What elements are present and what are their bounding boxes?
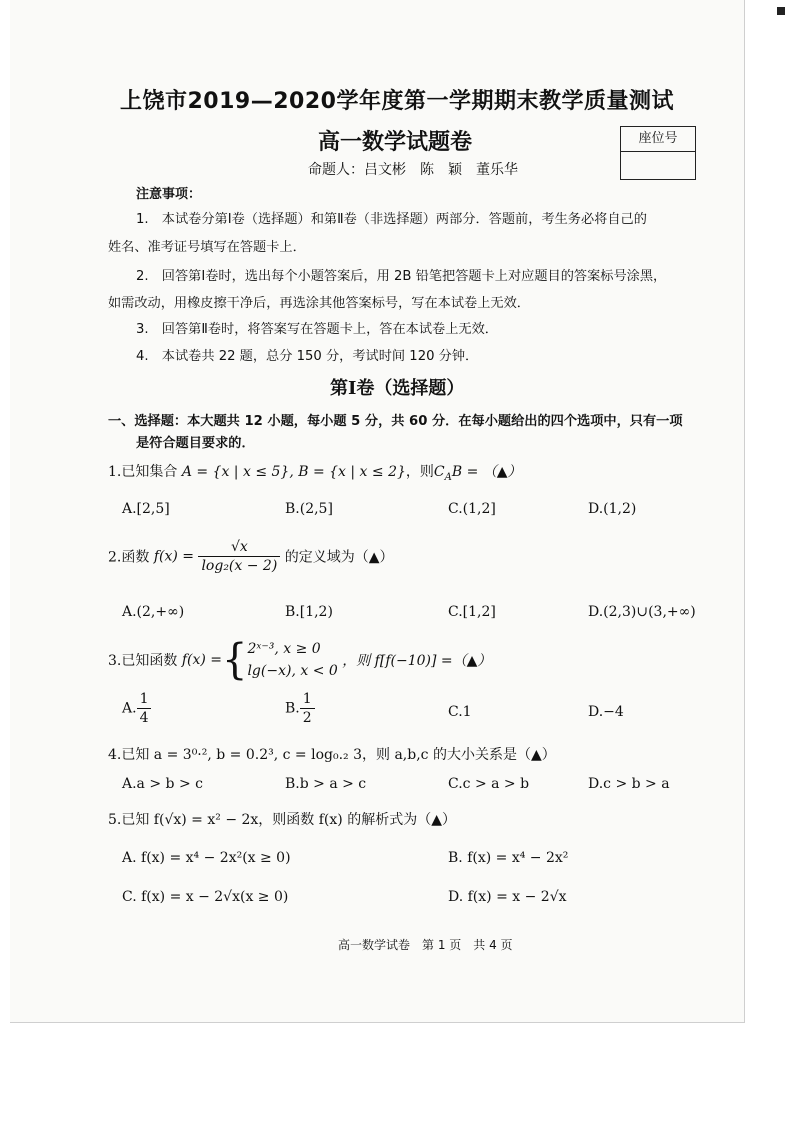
q3-option-b-den: 2 xyxy=(302,710,312,726)
q3-option-d: D.−4 xyxy=(588,704,624,720)
question-3-stem xyxy=(108,635,492,685)
q2-denominator: log₂(x − 2) xyxy=(201,558,278,574)
q3-case-2: lg(−x), x < 0 xyxy=(247,663,338,679)
q2-lhs: f(x) = xyxy=(153,548,194,565)
q2-numerator: √x xyxy=(198,538,280,557)
q3-option-b-fraction xyxy=(300,690,315,727)
exam-title: 上饶市2019—2020学年度第一学期期末教学质量测试 xyxy=(120,89,674,114)
q3-option-b-label: B. xyxy=(285,700,300,717)
q5-option-a: A. f(x) = x⁴ − 2x²(x ≥ 0) xyxy=(122,850,291,866)
notes-heading: 注意事项： xyxy=(136,187,202,202)
q4-option-b: B.b > a > c xyxy=(285,776,367,792)
q3-option-b-num: 1 xyxy=(300,690,315,709)
q3-brace: { xyxy=(222,635,248,685)
q3-option-a-label: A. xyxy=(122,700,137,717)
q2-prefix: 2.函数 xyxy=(108,549,150,566)
q3-option-a-den: 4 xyxy=(139,710,149,726)
q1-math: A = {x | x ≤ 5}, B = {x | x ≤ 2} xyxy=(181,464,406,480)
q2-option-d: D.(2,3)∪(3,+∞) xyxy=(588,604,696,620)
q5-option-c: C. f(x) = x − 2√x(x ≥ 0) xyxy=(122,889,289,905)
q2-option-b: B.[1,2) xyxy=(285,604,333,620)
q3-lhs: f(x) = xyxy=(181,652,222,668)
q1-complement: C xyxy=(433,464,445,480)
note-line: 3. 回答第Ⅱ卷时，将答案写在答题卡上，答在本试卷上无效． xyxy=(136,322,498,337)
q3-option-a-fraction xyxy=(137,690,152,727)
q4-option-d: D.c > b > a xyxy=(588,776,670,792)
question-2-stem xyxy=(108,538,394,575)
q1-complement-sub: A xyxy=(444,471,452,483)
q4-option-a: A.a > b > c xyxy=(122,776,203,792)
exam-authors: 命题人：吕文彬 陈 颖 董乐华 xyxy=(308,162,518,178)
note-line: 姓名、准考证号填写在答题卡上． xyxy=(108,240,306,255)
q5-option-d: D. f(x) = x − 2√x xyxy=(448,889,567,905)
q1-mid: ，则 xyxy=(405,464,434,480)
note-line: 1. 本试卷分第Ⅰ卷（选择题）和第Ⅱ卷（非选择题）两部分．答题前，考生务必将自己的 xyxy=(136,212,647,227)
note-line: 2. 回答第Ⅰ卷时，选出每个小题答案后，用 2B 铅笔把答题卡上对应题目的答案标号涂黑， xyxy=(136,269,667,284)
q3-option-c: C.1 xyxy=(448,704,472,720)
q1-prefix: 1.已知集合 xyxy=(108,464,178,480)
q1-option-d: D.(1,2) xyxy=(588,501,637,517)
question-1-stem xyxy=(108,461,522,483)
section-title: 第Ⅰ卷（选择题） xyxy=(330,378,465,399)
q1-math-end: B = （▲） xyxy=(451,464,522,480)
q2-option-c: C.[1,2] xyxy=(448,604,496,620)
page-footer: 高一数学试卷 第 1 页 共 4 页 xyxy=(338,938,513,952)
q2-suffix: 的定义域为（▲） xyxy=(284,549,394,566)
scan-corner-mark xyxy=(777,7,785,15)
q3-case-1: 2ˣ⁻³, x ≥ 0 xyxy=(247,641,321,657)
q2-fraction xyxy=(198,538,280,575)
q3-option-a-num: 1 xyxy=(137,690,152,709)
show-through-decoration xyxy=(220,130,231,146)
q2-option-a: A.(2,+∞) xyxy=(122,604,185,620)
seat-number-box xyxy=(620,126,696,180)
question-4-stem: 4.已知 a = 3⁰·², b = 0.2³, c = log₀.₂ 3，则 a,b,c 的大小关系是（▲） xyxy=(108,747,556,763)
q1-option-c: C.(1,2] xyxy=(448,501,496,517)
q1-option-a: A.[2,5] xyxy=(122,501,170,517)
exam-subtitle: 高一数学试题卷 xyxy=(318,130,473,155)
question-5-stem: 5.已知 f(√x) = x² − 2x，则函数 f(x) 的解析式为（▲） xyxy=(108,812,456,828)
note-line: 如需改动，用橡皮擦干净后，再选涂其他答案标号，写在本试卷上无效． xyxy=(108,296,530,311)
q3-suffix: ，则 f[f(−10)] =（▲） xyxy=(342,653,492,669)
section-instruction: 一、选择题：本大题共 12 小题，每小题 5 分，共 60 分．在每小题给出的四个选项中，只有一项 xyxy=(108,414,683,429)
q3-option-a xyxy=(122,690,151,727)
seat-number-label: 座位号 xyxy=(621,127,695,152)
q3-cases xyxy=(247,638,337,682)
section-instruction: 是符合题目要求的． xyxy=(136,436,255,451)
note-line: 4. 本试卷共 22 题，总分 150 分，考试时间 120 分钟． xyxy=(136,349,479,364)
q3-option-b xyxy=(285,690,315,727)
q5-option-b: B. f(x) = x⁴ − 2x² xyxy=(448,850,569,866)
q4-option-c: C.c > a > b xyxy=(448,776,530,792)
q1-option-b: B.(2,5] xyxy=(285,501,333,517)
q3-prefix: 3.已知函数 xyxy=(108,653,178,669)
